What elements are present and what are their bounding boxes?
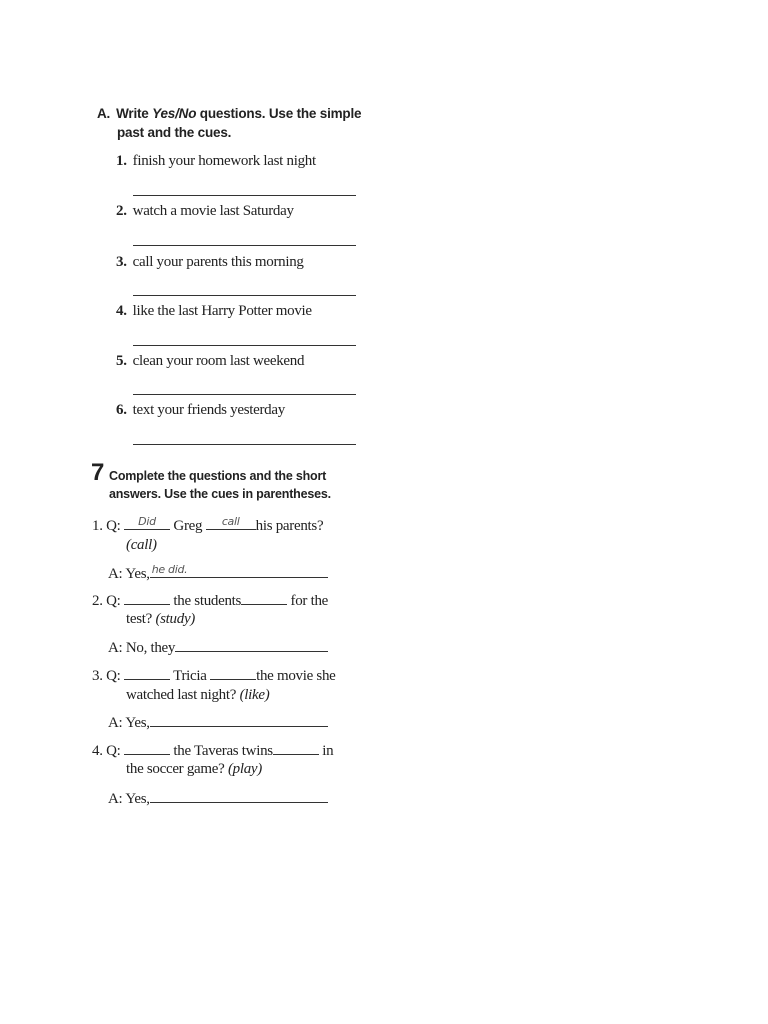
exercise-item-2-answer — [108, 636, 328, 657]
section-a-heading-line2: past and the cues. — [117, 125, 232, 140]
question-cue: text your friends yesterday — [132, 402, 285, 418]
exercise-item-1-answer — [108, 562, 328, 583]
exercise-item-3-question — [92, 664, 336, 685]
answer-line-1[interactable] — [133, 195, 356, 196]
aux-blank[interactable] — [124, 739, 170, 755]
answer-start: Yes, — [125, 791, 150, 807]
handwritten-aux: Did — [138, 515, 156, 528]
question-end-text: the movie she — [256, 668, 336, 684]
question-number: 6. — [116, 402, 127, 418]
question-cue: watch a movie last Saturday — [132, 203, 294, 219]
q-label: Q: — [106, 593, 121, 609]
item-number: 1. — [92, 518, 103, 534]
verb-blank[interactable] — [273, 739, 319, 755]
question-continuation: test? — [126, 611, 152, 627]
verb-blank[interactable] — [206, 514, 256, 530]
question-item-3 — [116, 254, 304, 271]
cue-text: (like) — [239, 687, 270, 703]
cue-text: (study) — [155, 611, 196, 627]
verb-blank[interactable] — [241, 589, 287, 605]
section-a-heading-italic: Yes/No — [152, 106, 197, 121]
verb-blank[interactable] — [210, 664, 256, 680]
a-label: A: — [108, 640, 123, 656]
answer-line-6[interactable] — [133, 444, 356, 445]
exercise-item-4-answer — [108, 787, 328, 808]
exercise-item-3-line2 — [126, 687, 269, 704]
a-label: A: — [108, 715, 123, 731]
exercise-item-4-question — [92, 739, 333, 760]
handwritten-answer: he did. — [151, 563, 188, 576]
exercise-item-2-question — [92, 589, 328, 610]
cue-text: (call) — [126, 537, 157, 553]
question-end-text: for the — [290, 593, 328, 609]
question-number: 4. — [116, 303, 127, 319]
answer-line-5[interactable] — [133, 394, 356, 395]
aux-blank[interactable] — [124, 664, 170, 680]
q-label: Q: — [106, 668, 121, 684]
section-a-label: A. — [97, 106, 111, 121]
answer-line-3[interactable] — [133, 295, 356, 296]
question-item-2 — [116, 203, 294, 220]
a-label: A: — [108, 566, 123, 582]
answer-blank[interactable] — [150, 711, 328, 727]
a-label: A: — [108, 791, 123, 807]
q-label: Q: — [106, 518, 121, 534]
section-7-number: 7 — [91, 459, 105, 486]
section-7-heading-line2: answers. Use the cues in parentheses. — [109, 487, 331, 501]
exercise-item-4-line2 — [126, 761, 262, 778]
question-item-6 — [116, 402, 285, 419]
question-end-text: in — [322, 743, 334, 759]
subject-text: Tricia — [173, 668, 207, 684]
question-item-4 — [116, 303, 312, 320]
exercise-item-1-question — [92, 514, 323, 535]
answer-blank[interactable] — [175, 636, 328, 652]
question-item-1 — [116, 153, 316, 170]
question-cue: call your parents this morning — [132, 254, 304, 270]
answer-start: No, they — [125, 640, 176, 656]
subject-text: the Taveras twins — [173, 743, 273, 759]
question-cue: like the last Harry Potter movie — [132, 303, 312, 319]
section-7-heading-line1: Complete the questions and the short — [109, 469, 327, 483]
question-continuation: watched last night? — [126, 687, 237, 703]
item-number: 4. — [92, 743, 103, 759]
question-cue: clean your room last weekend — [132, 353, 305, 369]
question-continuation: the soccer game? — [126, 761, 225, 777]
subject-text: the students — [173, 593, 242, 609]
answer-blank[interactable] — [150, 562, 328, 578]
question-item-5 — [116, 353, 304, 370]
section-a-heading — [97, 106, 361, 121]
item-number: 3. — [92, 668, 103, 684]
question-end-text: his parents? — [255, 518, 324, 534]
q-label: Q: — [106, 743, 121, 759]
question-number: 5. — [116, 353, 127, 369]
question-number: 2. — [116, 203, 127, 219]
exercise-item-3-answer — [108, 711, 328, 732]
question-cue: finish your homework last night — [132, 153, 316, 169]
question-number: 1. — [116, 153, 127, 169]
aux-blank[interactable] — [124, 589, 170, 605]
cue-text: (play) — [227, 761, 262, 777]
section-a-heading-pre: Write — [116, 106, 153, 121]
answer-line-4[interactable] — [133, 345, 356, 346]
item-number: 2. — [92, 593, 103, 609]
answer-line-2[interactable] — [133, 245, 356, 246]
subject-text: Greg — [173, 518, 203, 534]
answer-start: Yes, — [125, 715, 150, 731]
exercise-item-2-line2 — [126, 611, 195, 628]
aux-blank[interactable] — [124, 514, 170, 530]
handwritten-verb: call — [221, 515, 240, 528]
answer-start: Yes, — [125, 566, 150, 582]
answer-blank[interactable] — [150, 787, 328, 803]
section-a-heading-post: questions. Use the simple — [196, 106, 362, 121]
question-number: 3. — [116, 254, 127, 270]
